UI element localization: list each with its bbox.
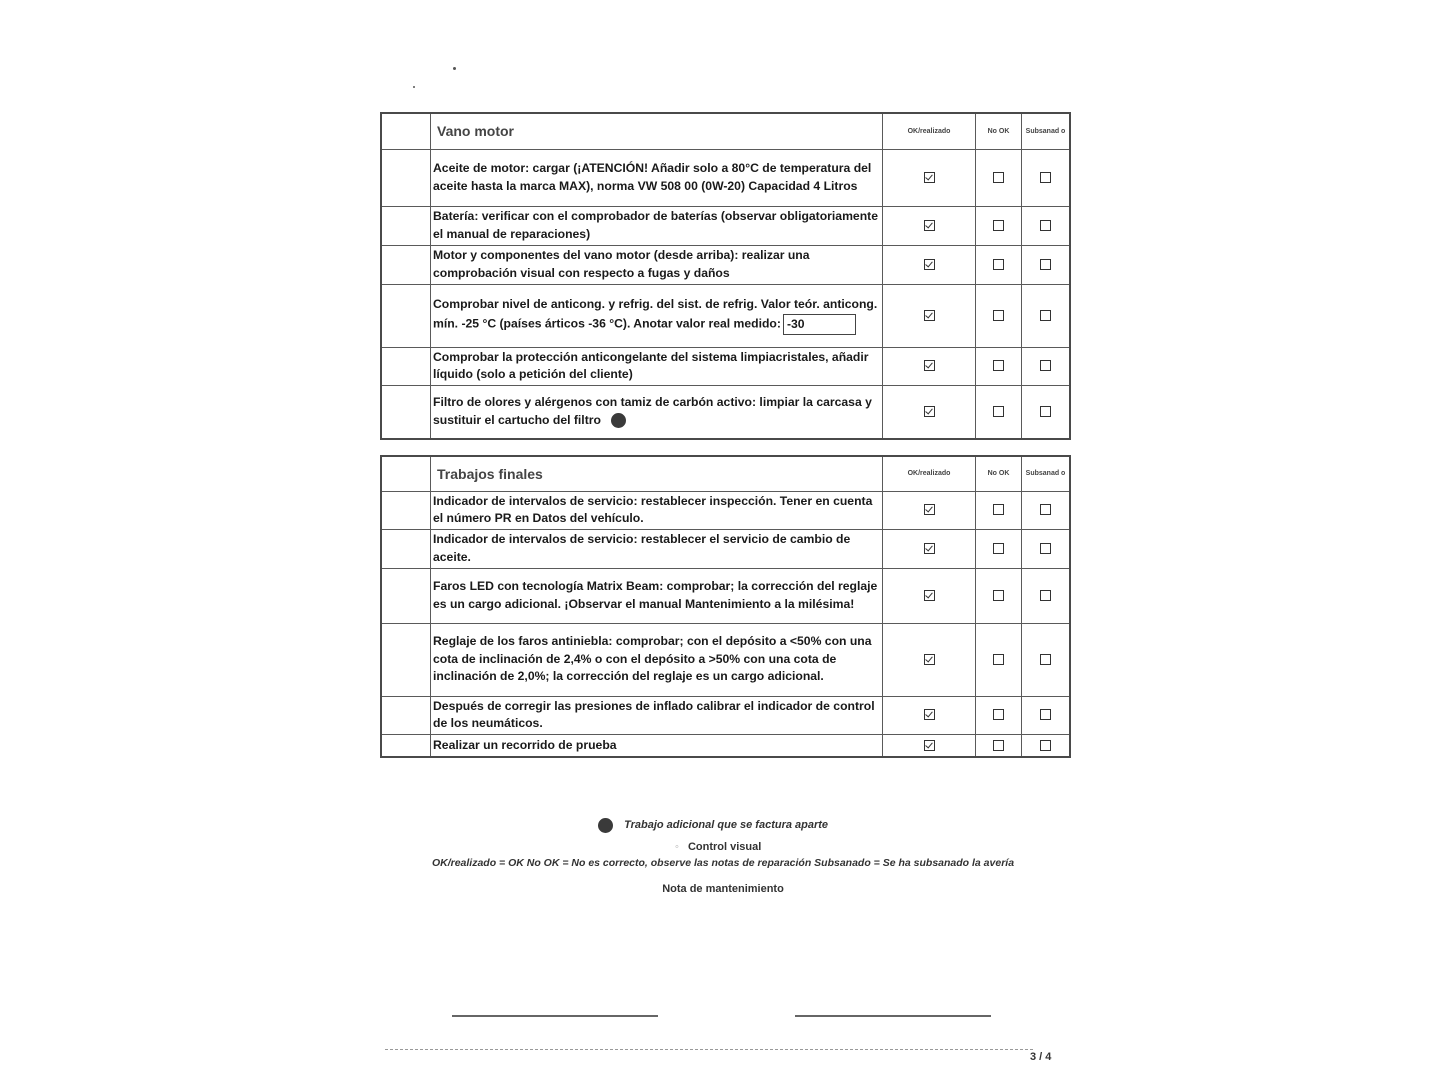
table-header-row xyxy=(381,456,1070,491)
legend-status-key: OK/realizado = OK No OK = No es correcto, observe las notas de reparación Subsanado = Se ha subsanado la avería xyxy=(431,857,1015,869)
checkbox-ok[interactable] xyxy=(924,504,935,515)
blank-cell xyxy=(381,284,431,347)
checkbox-ok[interactable] xyxy=(924,709,935,720)
checkbox-fixed-cell xyxy=(1022,623,1071,696)
engine-bay-table xyxy=(380,112,1071,440)
table-row xyxy=(381,623,1070,696)
checkbox-fixed[interactable] xyxy=(1040,654,1051,665)
col-not-ok-header: No OK xyxy=(976,456,1022,491)
task-description xyxy=(431,385,883,439)
checkbox-fixed-cell xyxy=(1022,347,1071,385)
checkbox-ok-cell xyxy=(883,491,976,529)
checkbox-fixed-cell xyxy=(1022,491,1071,529)
checkbox-not-ok[interactable] xyxy=(993,543,1004,554)
checkbox-not-ok[interactable] xyxy=(993,259,1004,270)
task-text: Aceite de motor: cargar (¡ATENCIÓN! Añadir solo a 80°C de temperatura del aceite hasta la marca MAX), norma VW 508 00 (0W-20) Capacidad 4 Litros xyxy=(433,161,872,193)
table-row xyxy=(381,491,1070,529)
checkbox-not-ok[interactable] xyxy=(993,504,1004,515)
checkbox-ok[interactable] xyxy=(924,172,935,183)
blank-cell xyxy=(381,491,431,529)
table-row xyxy=(381,696,1070,734)
checkbox-fixed[interactable] xyxy=(1040,172,1051,183)
checkbox-fixed[interactable] xyxy=(1040,406,1051,417)
section-title: Trabajos finales xyxy=(431,456,883,491)
col-ok-header: OK/realizado xyxy=(883,113,976,149)
checkbox-ok[interactable] xyxy=(924,310,935,321)
checkbox-not-ok-cell xyxy=(976,245,1022,284)
checkbox-fixed-cell xyxy=(1022,734,1071,757)
checkbox-not-ok[interactable] xyxy=(993,310,1004,321)
blank-cell xyxy=(381,623,431,696)
checkbox-ok-cell xyxy=(883,696,976,734)
checkbox-ok[interactable] xyxy=(924,259,935,270)
checkbox-fixed[interactable] xyxy=(1040,504,1051,515)
scan-speck xyxy=(413,86,415,88)
task-description xyxy=(431,529,883,568)
checkbox-not-ok-cell xyxy=(976,347,1022,385)
task-description xyxy=(431,623,883,696)
table-row xyxy=(381,149,1070,206)
section-title: Vano motor xyxy=(431,113,883,149)
col-fixed-header: Subsanad o xyxy=(1022,113,1071,149)
checkbox-not-ok-cell xyxy=(976,529,1022,568)
blank-cell xyxy=(381,568,431,623)
signature-line xyxy=(452,1015,658,1017)
checkbox-ok-cell xyxy=(883,734,976,757)
task-text: Filtro de olores y alérgenos con tamiz de carbón activo: limpiar la carcasa y sustituir el cartucho del filtro xyxy=(433,395,872,427)
legend-extra-work xyxy=(598,818,828,833)
table-row xyxy=(381,734,1070,757)
checkbox-ok-cell xyxy=(883,245,976,284)
final-work-table xyxy=(380,455,1071,758)
checkbox-fixed-cell xyxy=(1022,529,1071,568)
checkbox-not-ok[interactable] xyxy=(993,654,1004,665)
checkbox-not-ok[interactable] xyxy=(993,172,1004,183)
checkbox-ok-cell xyxy=(883,347,976,385)
task-text: Faros LED con tecnología Matrix Beam: comprobar; la corrección del reglaje es un cargo adicional. ¡Observar el manual Mantenimiento a la milésima! xyxy=(433,579,878,611)
extra-work-dot-icon xyxy=(598,818,613,833)
blank-cell xyxy=(381,347,431,385)
checkbox-not-ok[interactable] xyxy=(993,220,1004,231)
table-header-row xyxy=(381,113,1070,149)
checkbox-fixed-cell xyxy=(1022,206,1071,245)
task-text: Comprobar la protección anticongelante del sistema limpiacristales, añadir líquido (solo a petición del cliente) xyxy=(433,349,869,381)
table-row xyxy=(381,284,1070,347)
task-description xyxy=(431,149,883,206)
task-description xyxy=(431,245,883,284)
checkbox-fixed[interactable] xyxy=(1040,709,1051,720)
checkbox-ok[interactable] xyxy=(924,590,935,601)
checkbox-not-ok[interactable] xyxy=(993,709,1004,720)
checkbox-fixed-cell xyxy=(1022,149,1071,206)
signature-line xyxy=(795,1015,991,1017)
task-text: Indicador de intervalos de servicio: restablecer el servicio de cambio de aceite. xyxy=(433,532,851,564)
task-text: Después de corregir las presiones de inflado calibrar el indicador de control de los neumáticos. xyxy=(433,698,875,730)
checkbox-fixed-cell xyxy=(1022,568,1071,623)
checkbox-fixed[interactable] xyxy=(1040,259,1051,270)
checkbox-fixed-cell xyxy=(1022,696,1071,734)
checkbox-not-ok-cell xyxy=(976,149,1022,206)
checkbox-not-ok-cell xyxy=(976,623,1022,696)
checkbox-not-ok-cell xyxy=(976,734,1022,757)
col-fixed-header: Subsanad o xyxy=(1022,456,1071,491)
checkbox-ok-cell xyxy=(883,206,976,245)
task-description xyxy=(431,568,883,623)
scan-speck xyxy=(453,67,456,70)
blank-cell xyxy=(381,149,431,206)
blank-cell xyxy=(381,245,431,284)
checkbox-ok-cell xyxy=(883,529,976,568)
checkbox-ok-cell xyxy=(883,385,976,439)
task-text: Batería: verificar con el comprobador de baterías (observar obligatoriamente el manual de reparaciones) xyxy=(433,209,878,241)
task-text: Reglaje de los faros antiniebla: comprobar; con el depósito a <50% con una cota de inclinación de 2,4% o con el depósito a >50% con una cota de inclinación de 2,0%; la corrección del reglaje es un cargo adicional. xyxy=(433,634,872,684)
checkbox-fixed[interactable] xyxy=(1040,740,1051,751)
checkbox-fixed[interactable] xyxy=(1040,360,1051,371)
checkbox-fixed-cell xyxy=(1022,284,1071,347)
checkbox-not-ok-cell xyxy=(976,284,1022,347)
checkbox-not-ok-cell xyxy=(976,206,1022,245)
task-text: Indicador de intervalos de servicio: restablecer inspección. Tener en cuenta el número PR en Datos del vehículo. xyxy=(433,493,873,525)
blank-cell xyxy=(381,734,431,757)
blank-cell xyxy=(381,696,431,734)
col-not-ok-header: No OK xyxy=(976,113,1022,149)
blank-cell xyxy=(381,113,431,149)
checkbox-ok[interactable] xyxy=(924,543,935,554)
footer-divider xyxy=(385,1049,1033,1050)
checkbox-fixed-cell xyxy=(1022,245,1071,284)
checkbox-ok[interactable] xyxy=(924,654,935,665)
legend-extra-work-text: Trabajo adicional que se factura aparte xyxy=(624,819,829,832)
task-text: Realizar un recorrido de prueba xyxy=(433,737,617,752)
table-row xyxy=(381,347,1070,385)
task-text: Comprobar nivel de anticong. y refrig. del sist. de refrig. Valor teór. anticong. mín. -25 °C (países árticos -36 °C). Anotar valor real medido: xyxy=(433,297,878,331)
col-ok-header: OK/realizado xyxy=(883,456,976,491)
extra-work-dot-icon xyxy=(611,413,626,428)
checkbox-not-ok[interactable] xyxy=(993,590,1004,601)
table-row xyxy=(381,385,1070,439)
table-row xyxy=(381,568,1070,623)
table-row xyxy=(381,245,1070,284)
checkbox-not-ok[interactable] xyxy=(993,360,1004,371)
table-row xyxy=(381,529,1070,568)
maintenance-note-label: Nota de mantenimiento xyxy=(662,883,784,895)
checkbox-ok[interactable] xyxy=(924,406,935,417)
legend-visual-check xyxy=(675,841,761,853)
checkbox-fixed[interactable] xyxy=(1040,310,1051,321)
checkbox-not-ok[interactable] xyxy=(993,406,1004,417)
table-row xyxy=(381,206,1070,245)
blank-cell xyxy=(381,456,431,491)
task-description xyxy=(431,347,883,385)
task-description xyxy=(431,284,883,347)
legend-visual-check-text: Control visual xyxy=(687,841,762,853)
task-description xyxy=(431,696,883,734)
checkbox-ok-cell xyxy=(883,568,976,623)
task-description xyxy=(431,206,883,245)
checkbox-not-ok-cell xyxy=(976,491,1022,529)
checkbox-not-ok[interactable] xyxy=(993,740,1004,751)
task-text: Motor y componentes del vano motor (desde arriba): realizar una comprobación visual con respecto a fugas y daños xyxy=(433,248,810,280)
checkbox-fixed[interactable] xyxy=(1040,590,1051,601)
visual-check-icon: ◦ xyxy=(675,841,679,853)
checkbox-ok-cell xyxy=(883,284,976,347)
checkbox-ok[interactable] xyxy=(924,220,935,231)
checkbox-not-ok-cell xyxy=(976,696,1022,734)
page-number: 3 / 4 xyxy=(1030,1051,1052,1063)
checkbox-ok[interactable] xyxy=(924,740,935,751)
checkbox-ok[interactable] xyxy=(924,360,935,371)
blank-cell xyxy=(381,385,431,439)
checkbox-fixed[interactable] xyxy=(1040,543,1051,554)
task-description xyxy=(431,734,883,757)
checkbox-not-ok-cell xyxy=(976,568,1022,623)
blank-cell xyxy=(381,529,431,568)
task-description xyxy=(431,491,883,529)
blank-cell xyxy=(381,206,431,245)
checkbox-ok-cell xyxy=(883,149,976,206)
checkbox-not-ok-cell xyxy=(976,385,1022,439)
checkbox-fixed-cell xyxy=(1022,385,1071,439)
checkbox-ok-cell xyxy=(883,623,976,696)
checkbox-fixed[interactable] xyxy=(1040,220,1051,231)
measured-value-field[interactable]: -30 xyxy=(783,314,856,335)
